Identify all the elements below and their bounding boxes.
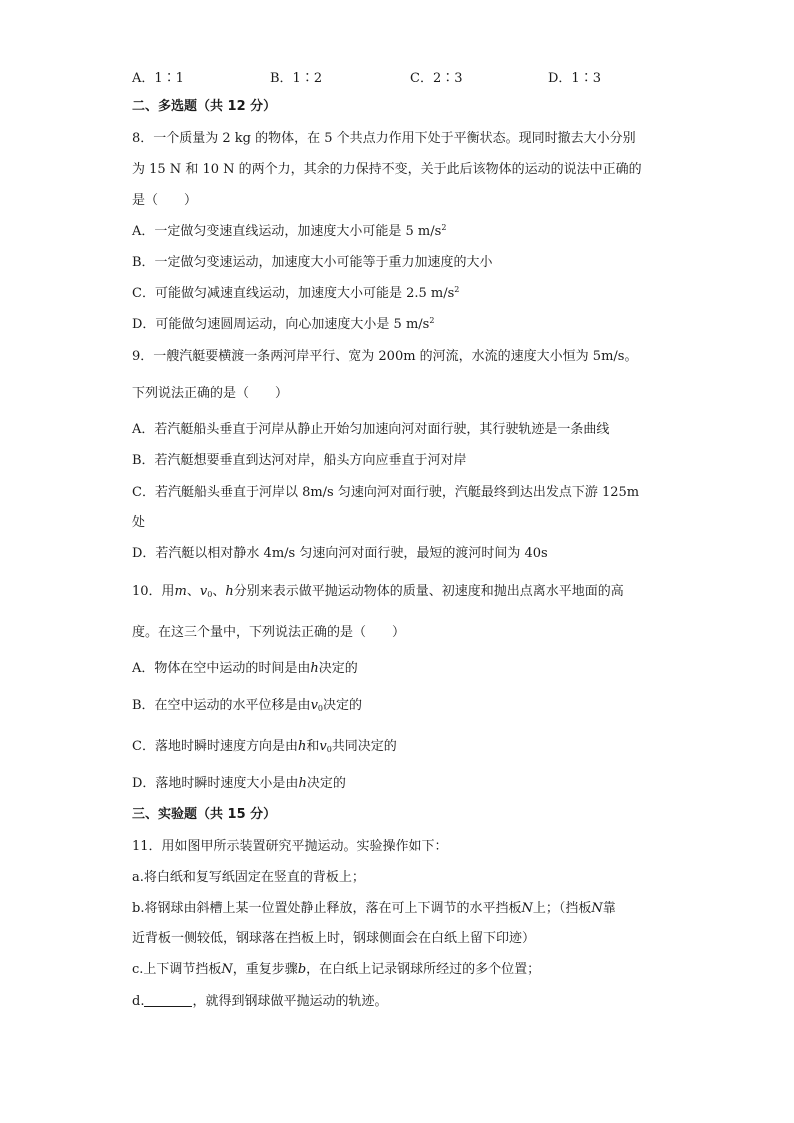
q11-step-c: c.上下调节挡板N，重复步骤b，在白纸上记录钢球所经过的多个位置； [132,962,541,977]
q10-stem-line1: 10．用m、v0、h分别来表示做平抛运动物体的质量、初速度和抛出点离水平地面的高 [132,584,624,599]
q9-option-d: D．若汽艇以相对静水 4m/s 匀速向河对面行驶，最短的渡河时间为 40s [132,546,548,561]
q9-option-c-line1: C．若汽艇船头垂直于河岸以 8m/s 匀速向河对面行驶，汽艇最终到达出发点下游 125m [132,485,640,500]
q8-stem-line1: 8．一个质量为 2 kg 的物体，在 5 个共点力作用下处于平衡状态。现同时撤去大小分别 [132,131,636,146]
q11-step-b-line1: b.将钢球由斜槽上某一位置处静止释放，落在可上下调节的水平挡板N上；（挡板N靠 [132,901,616,916]
q8-option-c: C．可能做匀减速直线运动，加速度大小可能是 2.5 $m/s^2$ [132,285,460,301]
q9-stem-line1: 9．一艘汽艇要横渡一条两河岸平行、宽为 200m 的河流，水流的速度大小恒为 5m/s。 [132,349,638,364]
q11-stem: 11．用如图甲所示装置研究平抛运动。实验操作如下： [132,839,448,854]
q11-step-d: d. ，就得到钢球做平抛运动的轨迹。 [132,994,388,1009]
q10-option-b: B．在空中运动的水平位移是由v0决定的 [132,698,363,713]
q7-option-a: A．1∶1 [132,71,184,86]
q7-option-d: D．1∶3 [548,71,601,86]
q8-option-d: D．可能做匀速圆周运动，向心加速度大小是 5 $m/s^2$ [132,316,435,332]
q9-option-c-line2: 处 [132,515,146,530]
q10-stem-line2: 度。在这三个量中，下列说法正确的是（ ） [132,625,406,640]
q9-stem-line2: 下列说法正确的是（ ） [132,386,289,401]
answer-blank[interactable] [144,994,192,1007]
q8-stem-line3: 是（ ） [132,193,198,208]
q11-step-b-line2: 近背板一侧较低，钢球落在挡板上时，钢球侧面会在白纸上留下印迹） [132,931,536,946]
q11-step-a: a.将白纸和复写纸固定在竖直的背板上； [132,870,365,885]
q9-option-a: A．若汽艇船头垂直于河岸从静止开始匀加速向河对面行驶，其行驶轨迹是一条曲线 [132,422,610,437]
q10-option-d: D．落地时瞬时速度大小是由h决定的 [132,776,346,791]
q7-option-b: B．1∶2 [270,71,323,86]
q8-option-b: B．一定做匀变速运动，加速度大小可能等于重力加速度的大小 [132,255,493,270]
q9-option-b: B．若汽艇想要垂直到达河对岸，船头方向应垂直于河对岸 [132,453,467,468]
q8-stem-line2: 为 15 N 和 10 N 的两个力，其余的力保持不变，关于此后该物体的运动的说法中正确的 [132,162,642,177]
q7-option-c: C．2∶3 [410,71,463,86]
q7-options [132,67,652,85]
section-multiple-choice-heading: 二、多选题（共 12 分） [132,99,277,114]
section-experiment-heading: 三、实验题（共 15 分） [132,807,277,822]
q10-option-c: C．落地时瞬时速度方向是由h和v0共同决定的 [132,739,397,754]
q10-option-a: A．物体在空中运动的时间是由h决定的 [132,661,358,676]
q8-option-a: A．一定做匀变速直线运动，加速度大小可能是 5 $m/s^2$ [132,223,447,239]
